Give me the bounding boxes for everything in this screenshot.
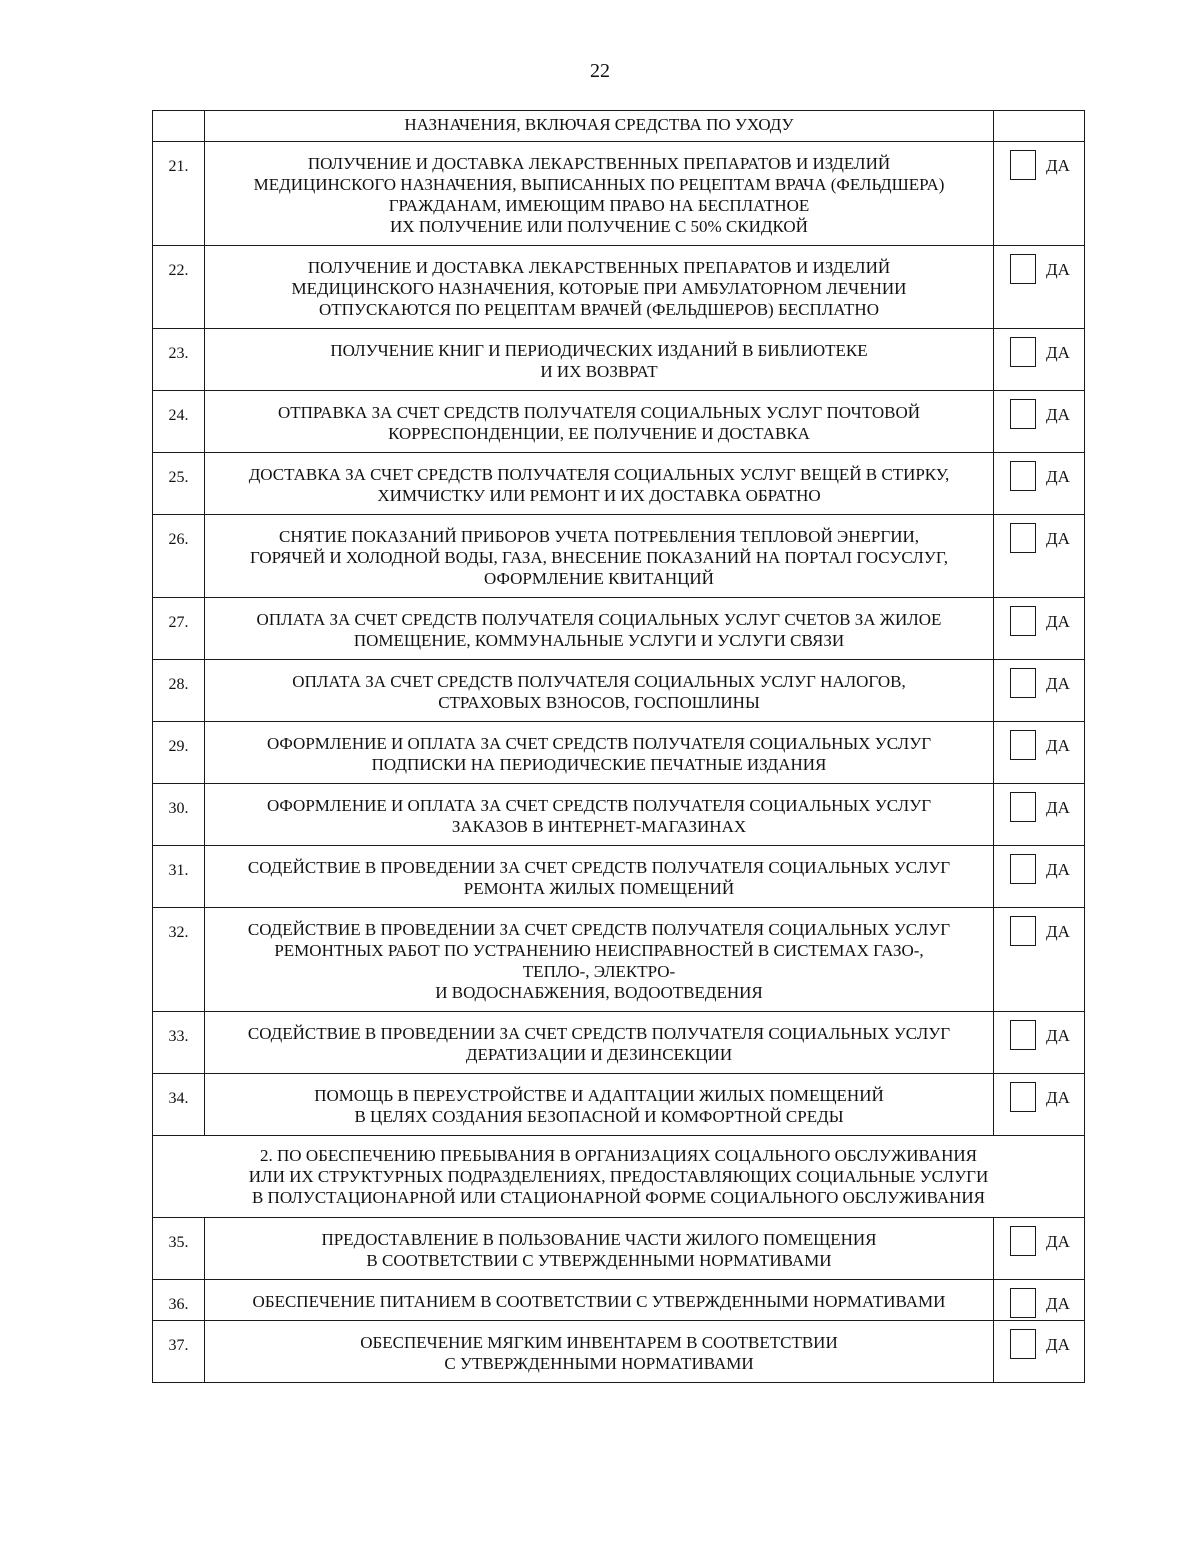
- section-heading: 2. ПО ОБЕСПЕЧЕНИЮ ПРЕБЫВАНИЯ В ОРГАНИЗАЦИЯХ СОЦАЛЬНОГО ОБСЛУЖИВАНИЯ ИЛИ ИХ СТРУКТУРНЫХ ПОДРАЗДЕЛЕНИЯХ, ПРЕДОСТАВЛЯЮЩИХ СОЦИАЛЬНЫЕ УСЛУГИ В ПОЛУСТАЦИОНАРНОЙ ИЛИ СТАЦИОНАРНОЙ ФОРМЕ СОЦИАЛЬНОГО ОБСЛУЖИВАНИЯ: [153, 1136, 1085, 1218]
- empty-check-cell: [994, 111, 1085, 142]
- service-row: [153, 784, 1085, 846]
- yes-checkbox[interactable]: [1010, 1329, 1036, 1359]
- service-number: 32.: [153, 908, 205, 1012]
- service-description: ПОЛУЧЕНИЕ И ДОСТАВКА ЛЕКАРСТВЕННЫХ ПРЕПАРАТОВ И ИЗДЕЛИЙ МЕДИЦИНСКОГО НАЗНАЧЕНИЯ, ВЫПИСАННЫХ ПО РЕЦЕПТАМ ВРАЧА (ФЕЛЬДШЕРА) ГРАЖДАНАМ, ИМЕЮЩИМ ПРАВО НА БЕСПЛАТНОЕ ИХ ПОЛУЧЕНИЕ ИЛИ ПОЛУЧЕНИЕ С 50% СКИДКОЙ: [205, 142, 994, 246]
- service-description: ОТПРАВКА ЗА СЧЕТ СРЕДСТВ ПОЛУЧАТЕЛЯ СОЦИАЛЬНЫХ УСЛУГ ПОЧТОВОЙ КОРРЕСПОНДЕНЦИИ, ЕЕ ПОЛУЧЕНИЕ И ДОСТАВКА: [205, 391, 994, 453]
- service-number: 34.: [153, 1074, 205, 1136]
- service-description: ПОЛУЧЕНИЕ КНИГ И ПЕРИОДИЧЕСКИХ ИЗДАНИЙ В БИБЛИОТЕКЕ И ИХ ВОЗВРАТ: [205, 329, 994, 391]
- continued-header-text: НАЗНАЧЕНИЯ, ВКЛЮЧАЯ СРЕДСТВА ПО УХОДУ: [205, 111, 994, 142]
- service-description: ОПЛАТА ЗА СЧЕТ СРЕДСТВ ПОЛУЧАТЕЛЯ СОЦИАЛЬНЫХ УСЛУГ НАЛОГОВ, СТРАХОВЫХ ВЗНОСОВ, ГОСПОШЛИНЫ: [205, 660, 994, 722]
- yes-option: [994, 523, 1084, 553]
- service-description: ПРЕДОСТАВЛЕНИЕ В ПОЛЬЗОВАНИЕ ЧАСТИ ЖИЛОГО ПОМЕЩЕНИЯ В СООТВЕТСТВИИ С УТВЕРЖДЕННЫМИ НОРМАТИВАМИ: [205, 1218, 994, 1280]
- service-row: [153, 846, 1085, 908]
- service-description: ДОСТАВКА ЗА СЧЕТ СРЕДСТВ ПОЛУЧАТЕЛЯ СОЦИАЛЬНЫХ УСЛУГ ВЕЩЕЙ В СТИРКУ, ХИМЧИСТКУ ИЛИ РЕМОНТ И ИХ ДОСТАВКА ОБРАТНО: [205, 453, 994, 515]
- yes-checkbox[interactable]: [1010, 337, 1036, 367]
- service-row: [153, 908, 1085, 1012]
- service-number: 36.: [153, 1280, 205, 1321]
- yes-checkbox[interactable]: [1010, 916, 1036, 946]
- service-choice-cell: [994, 329, 1085, 391]
- yes-option: [994, 461, 1084, 491]
- yes-option: [994, 1082, 1084, 1112]
- service-description: ПОМОЩЬ В ПЕРЕУСТРОЙСТВЕ И АДАПТАЦИИ ЖИЛЫХ ПОМЕЩЕНИЙ В ЦЕЛЯХ СОЗДАНИЯ БЕЗОПАСНОЙ И КОМФОРТНОЙ СРЕДЫ: [205, 1074, 994, 1136]
- yes-label: ДА: [1046, 529, 1070, 548]
- service-number: 21.: [153, 142, 205, 246]
- yes-label: ДА: [1046, 736, 1070, 755]
- service-choice-cell: [994, 1012, 1085, 1074]
- yes-label: ДА: [1046, 612, 1070, 631]
- yes-option: [994, 1288, 1084, 1318]
- yes-checkbox[interactable]: [1010, 792, 1036, 822]
- section-heading-row: [153, 1136, 1085, 1218]
- yes-option: [994, 1226, 1084, 1256]
- service-choice-cell: [994, 722, 1085, 784]
- service-row: [153, 246, 1085, 329]
- service-number: 22.: [153, 246, 205, 329]
- yes-label: ДА: [1046, 1232, 1070, 1251]
- service-choice-cell: [994, 1321, 1085, 1383]
- service-description: ПОЛУЧЕНИЕ И ДОСТАВКА ЛЕКАРСТВЕННЫХ ПРЕПАРАТОВ И ИЗДЕЛИЙ МЕДИЦИНСКОГО НАЗНАЧЕНИЯ, КОТОРЫЕ ПРИ АМБУЛАТОРНОМ ЛЕЧЕНИИ ОТПУСКАЮТСЯ ПО РЕЦЕПТАМ ВРАЧЕЙ (ФЕЛЬДШЕРОВ) БЕСПЛАТНО: [205, 246, 994, 329]
- service-description: ОБЕСПЕЧЕНИЕ ПИТАНИЕМ В СООТВЕТСТВИИ С УТВЕРЖДЕННЫМИ НОРМАТИВАМИ: [205, 1280, 994, 1321]
- service-choice-cell: [994, 784, 1085, 846]
- yes-option: [994, 606, 1084, 636]
- yes-checkbox[interactable]: [1010, 854, 1036, 884]
- service-number: 23.: [153, 329, 205, 391]
- service-row: [153, 1321, 1085, 1383]
- service-row: [153, 722, 1085, 784]
- service-number: 33.: [153, 1012, 205, 1074]
- service-row: [153, 598, 1085, 660]
- yes-checkbox[interactable]: [1010, 150, 1036, 180]
- yes-label: ДА: [1046, 860, 1070, 879]
- service-number: 35.: [153, 1218, 205, 1280]
- service-choice-cell: [994, 660, 1085, 722]
- table-row-continued-header: [153, 111, 1085, 142]
- service-description: ОПЛАТА ЗА СЧЕТ СРЕДСТВ ПОЛУЧАТЕЛЯ СОЦИАЛЬНЫХ УСЛУГ СЧЕТОВ ЗА ЖИЛОЕ ПОМЕЩЕНИЕ, КОММУНАЛЬНЫЕ УСЛУГИ И УСЛУГИ СВЯЗИ: [205, 598, 994, 660]
- service-row: [153, 1218, 1085, 1280]
- yes-label: ДА: [1046, 1088, 1070, 1107]
- service-choice-cell: [994, 598, 1085, 660]
- service-choice-cell: [994, 453, 1085, 515]
- yes-option: [994, 254, 1084, 284]
- yes-checkbox[interactable]: [1010, 730, 1036, 760]
- service-description: ОБЕСПЕЧЕНИЕ МЯГКИМ ИНВЕНТАРЕМ В СООТВЕТСТВИИ С УТВЕРЖДЕННЫМИ НОРМАТИВАМИ: [205, 1321, 994, 1383]
- service-number: 29.: [153, 722, 205, 784]
- yes-option: [994, 1020, 1084, 1050]
- yes-checkbox[interactable]: [1010, 668, 1036, 698]
- yes-label: ДА: [1046, 1294, 1070, 1313]
- yes-checkbox[interactable]: [1010, 1288, 1036, 1318]
- yes-checkbox[interactable]: [1010, 1082, 1036, 1112]
- yes-option: [994, 730, 1084, 760]
- service-choice-cell: [994, 1074, 1085, 1136]
- yes-checkbox[interactable]: [1010, 1020, 1036, 1050]
- service-choice-cell: [994, 142, 1085, 246]
- yes-label: ДА: [1046, 343, 1070, 362]
- yes-option: [994, 916, 1084, 946]
- services-table: [152, 110, 1085, 1383]
- service-choice-cell: [994, 391, 1085, 453]
- service-description: ОФОРМЛЕНИЕ И ОПЛАТА ЗА СЧЕТ СРЕДСТВ ПОЛУЧАТЕЛЯ СОЦИАЛЬНЫХ УСЛУГ ПОДПИСКИ НА ПЕРИОДИЧЕСКИЕ ПЕЧАТНЫЕ ИЗДАНИЯ: [205, 722, 994, 784]
- service-number: 25.: [153, 453, 205, 515]
- yes-option: [994, 1329, 1084, 1359]
- service-description: СОДЕЙСТВИЕ В ПРОВЕДЕНИИ ЗА СЧЕТ СРЕДСТВ ПОЛУЧАТЕЛЯ СОЦИАЛЬНЫХ УСЛУГ РЕМОНТНЫХ РАБОТ ПО УСТРАНЕНИЮ НЕИСПРАВНОСТЕЙ В СИСТЕМАХ ГАЗО-, ТЕПЛО-, ЭЛЕКТРО- И ВОДОСНАБЖЕНИЯ, ВОДООТВЕДЕНИЯ: [205, 908, 994, 1012]
- service-description: СОДЕЙСТВИЕ В ПРОВЕДЕНИИ ЗА СЧЕТ СРЕДСТВ ПОЛУЧАТЕЛЯ СОЦИАЛЬНЫХ УСЛУГ ДЕРАТИЗАЦИИ И ДЕЗИНСЕКЦИИ: [205, 1012, 994, 1074]
- service-row: [153, 142, 1085, 246]
- service-number: 31.: [153, 846, 205, 908]
- yes-checkbox[interactable]: [1010, 606, 1036, 636]
- yes-label: ДА: [1046, 1026, 1070, 1045]
- yes-checkbox[interactable]: [1010, 523, 1036, 553]
- service-row: [153, 1074, 1085, 1136]
- service-description: ОФОРМЛЕНИЕ И ОПЛАТА ЗА СЧЕТ СРЕДСТВ ПОЛУЧАТЕЛЯ СОЦИАЛЬНЫХ УСЛУГ ЗАКАЗОВ В ИНТЕРНЕТ-МАГАЗИНАХ: [205, 784, 994, 846]
- service-number: 26.: [153, 515, 205, 598]
- service-choice-cell: [994, 1280, 1085, 1321]
- page-number: 22: [590, 60, 610, 82]
- service-choice-cell: [994, 846, 1085, 908]
- yes-option: [994, 150, 1084, 180]
- service-row: [153, 1280, 1085, 1321]
- yes-option: [994, 399, 1084, 429]
- yes-label: ДА: [1046, 467, 1070, 486]
- yes-label: ДА: [1046, 798, 1070, 817]
- empty-number-cell: [153, 111, 205, 142]
- yes-label: ДА: [1046, 405, 1070, 424]
- yes-option: [994, 337, 1084, 367]
- service-number: 37.: [153, 1321, 205, 1383]
- service-row: [153, 391, 1085, 453]
- service-number: 30.: [153, 784, 205, 846]
- service-choice-cell: [994, 1218, 1085, 1280]
- service-row: [153, 1012, 1085, 1074]
- service-description: СНЯТИЕ ПОКАЗАНИЙ ПРИБОРОВ УЧЕТА ПОТРЕБЛЕНИЯ ТЕПЛОВОЙ ЭНЕРГИИ, ГОРЯЧЕЙ И ХОЛОДНОЙ ВОДЫ, ГАЗА, ВНЕСЕНИЕ ПОКАЗАНИЙ НА ПОРТАЛ ГОСУСЛУГ, ОФОРМЛЕНИЕ КВИТАНЦИЙ: [205, 515, 994, 598]
- yes-label: ДА: [1046, 674, 1070, 693]
- service-choice-cell: [994, 515, 1085, 598]
- yes-checkbox[interactable]: [1010, 1226, 1036, 1256]
- yes-option: [994, 792, 1084, 822]
- service-choice-cell: [994, 908, 1085, 1012]
- yes-label: ДА: [1046, 260, 1070, 279]
- yes-checkbox[interactable]: [1010, 461, 1036, 491]
- yes-checkbox[interactable]: [1010, 399, 1036, 429]
- service-description: СОДЕЙСТВИЕ В ПРОВЕДЕНИИ ЗА СЧЕТ СРЕДСТВ ПОЛУЧАТЕЛЯ СОЦИАЛЬНЫХ УСЛУГ РЕМОНТА ЖИЛЫХ ПОМЕЩЕНИЙ: [205, 846, 994, 908]
- yes-checkbox[interactable]: [1010, 254, 1036, 284]
- yes-label: ДА: [1046, 922, 1070, 941]
- service-row: [153, 515, 1085, 598]
- service-number: 24.: [153, 391, 205, 453]
- service-choice-cell: [994, 246, 1085, 329]
- service-row: [153, 660, 1085, 722]
- service-number: 28.: [153, 660, 205, 722]
- service-number: 27.: [153, 598, 205, 660]
- service-row: [153, 329, 1085, 391]
- yes-label: ДА: [1046, 156, 1070, 175]
- yes-label: ДА: [1046, 1335, 1070, 1354]
- service-row: [153, 453, 1085, 515]
- yes-option: [994, 854, 1084, 884]
- yes-option: [994, 668, 1084, 698]
